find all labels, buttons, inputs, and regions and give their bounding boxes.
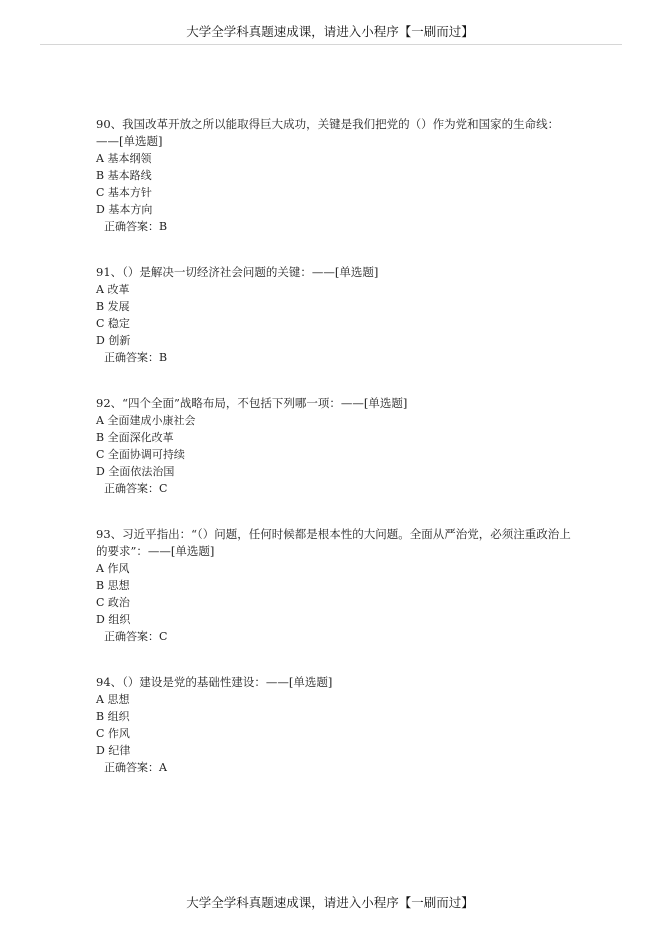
question-text: 93、习近平指出：“（）问题，任何时候都是根本性的大问题。全面从严治党，必须注重政治上的要求”：——[单选题] <box>96 527 571 558</box>
page-footer: 大学全学科真题速成课，请进入小程序【一刷而过】 <box>186 895 474 910</box>
option-b: B 基本路线 <box>96 169 152 182</box>
correct-answer: 正确答案：C <box>104 630 168 643</box>
option-c: C 全面协调可持续 <box>96 448 185 461</box>
option-a: A 改革 <box>96 283 130 296</box>
question-text: 94、（）建设是党的基础性建设：——[单选题] <box>96 675 333 689</box>
option-a: A 思想 <box>96 693 130 706</box>
option-c: C 基本方针 <box>96 186 152 199</box>
question-90 <box>96 116 572 235</box>
option-a: A 全面建成小康社会 <box>96 414 196 427</box>
question-93 <box>96 526 572 645</box>
question-text: 92、“四个全面”战略布局，不包括下列哪一项：——[单选题] <box>96 396 408 410</box>
correct-answer: 正确答案：B <box>104 220 168 233</box>
option-c: C 稳定 <box>96 317 130 330</box>
option-b: B 全面深化改革 <box>96 431 174 444</box>
correct-answer: 正确答案：A <box>104 761 167 774</box>
correct-answer: 正确答案：B <box>104 351 168 364</box>
question-94 <box>96 674 572 776</box>
option-c: C 作风 <box>96 727 130 740</box>
option-a: A 基本纲领 <box>96 152 152 165</box>
question-text: 91、（）是解决一切经济社会问题的关键：——[单选题] <box>96 265 379 279</box>
option-d: D 纪律 <box>96 744 131 757</box>
option-d: D 组织 <box>96 613 131 626</box>
option-b: B 发展 <box>96 300 130 313</box>
option-a: A 作风 <box>96 562 130 575</box>
page-header: 大学全学科真题速成课，请进入小程序【一刷而过】 <box>186 24 474 39</box>
question-list <box>96 116 572 805</box>
header-divider <box>40 44 622 45</box>
option-b: B 思想 <box>96 579 130 592</box>
option-d: D 基本方向 <box>96 203 153 216</box>
question-text: 90、我国改革开放之所以能取得巨大成功，关键是我们把党的（）作为党和国家的生命线：——[单选题] <box>96 117 560 148</box>
option-b: B 组织 <box>96 710 130 723</box>
correct-answer: 正确答案：C <box>104 482 168 495</box>
question-91 <box>96 264 572 366</box>
option-d: D 全面依法治国 <box>96 465 175 478</box>
question-92 <box>96 395 572 497</box>
option-d: D 创新 <box>96 334 131 347</box>
option-c: C 政治 <box>96 596 130 609</box>
